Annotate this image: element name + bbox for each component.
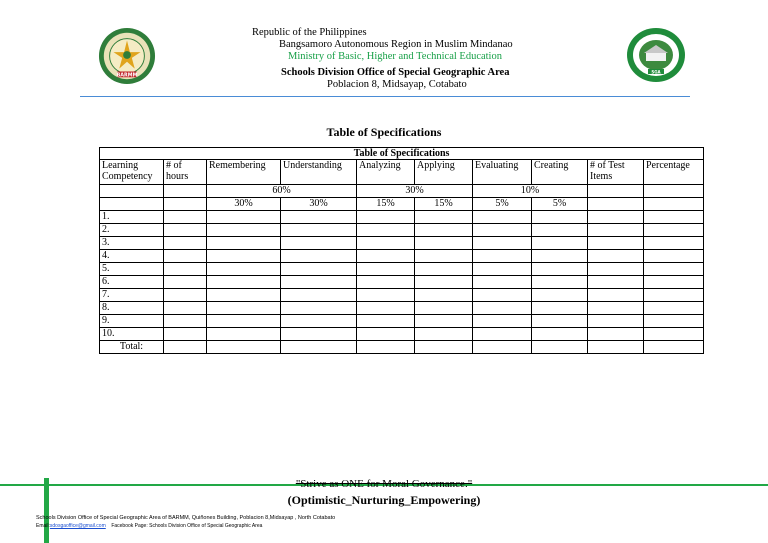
row-number: 8. (100, 302, 164, 315)
table-cell (473, 341, 532, 354)
footer-email-link[interactable]: sdosgaoffice@gmail.com (49, 523, 106, 529)
table-cell (532, 250, 588, 263)
table-cell (164, 250, 207, 263)
column-header: Understanding (281, 160, 357, 185)
column-header: Applying (415, 160, 473, 185)
table-cell (281, 302, 357, 315)
table-row (100, 263, 704, 276)
table-cell (357, 289, 415, 302)
table-row (100, 250, 704, 263)
table-cell (644, 328, 704, 341)
column-header: Analyzing (357, 160, 415, 185)
table-cell (473, 250, 532, 263)
table-cell (473, 289, 532, 302)
table-cell (281, 263, 357, 276)
table-cell (207, 302, 281, 315)
row-number: 1. (100, 211, 164, 224)
footer-tagline: (Optimistic_Nurturing_Empowering) (287, 493, 481, 507)
table-cell (532, 302, 588, 315)
table-cell (164, 211, 207, 224)
sub-percent-cell: 30% (281, 198, 357, 211)
row-number: 3. (100, 237, 164, 250)
table-cell (588, 276, 644, 289)
footer-address: Schools Division Office of Special Geographic Area of BARMM, Quiñones Building, Poblacion 8,Midsayap , North Cotabato (36, 515, 336, 521)
table-row (100, 224, 704, 237)
table-cell (415, 315, 473, 328)
column-header: Remembering (207, 160, 281, 185)
document-title: Table of Specifications (326, 125, 442, 139)
specifications-table (99, 147, 704, 354)
letterhead-region: Bangsamoro Autonomous Region in Muslim Mindanao (279, 39, 513, 50)
sub-percent-cell: 15% (357, 198, 415, 211)
table-cell (357, 341, 415, 354)
table-caption: Table of Specifications (100, 148, 704, 160)
footer-facebook: Facebook Page: Schools Division Office of Special Geographic Area (111, 523, 263, 529)
row-number: 2. (100, 224, 164, 237)
table-cell (473, 237, 532, 250)
sub-percent-row (100, 198, 704, 211)
total-label: Total: (100, 341, 164, 354)
barmm-seal-text: BARMM (116, 73, 138, 79)
table-cell (357, 237, 415, 250)
table-cell (207, 328, 281, 341)
table-cell (357, 211, 415, 224)
table-cell (588, 224, 644, 237)
table-cell (207, 263, 281, 276)
table-cell (588, 289, 644, 302)
table-cell (644, 237, 704, 250)
barmm-seal-logo (98, 27, 156, 85)
table-cell (532, 211, 588, 224)
row-number: 7. (100, 289, 164, 302)
table-cell (644, 276, 704, 289)
table-cell (207, 341, 281, 354)
table-cell (164, 302, 207, 315)
table-cell (164, 224, 207, 237)
table-cell (473, 276, 532, 289)
sub-percent-cell: 30% (207, 198, 281, 211)
column-header: # of hours (164, 160, 207, 185)
column-header: Learning Competency (100, 160, 164, 185)
table-cell (357, 328, 415, 341)
sub-percent-cell: 5% (473, 198, 532, 211)
table-cell (644, 250, 704, 263)
table-cell (164, 341, 207, 354)
table-cell (588, 328, 644, 341)
table-cell (473, 211, 532, 224)
table-cell (357, 302, 415, 315)
table-cell (207, 237, 281, 250)
total-row (100, 341, 704, 354)
table-row (100, 289, 704, 302)
table-cell (532, 341, 588, 354)
table-cell (357, 250, 415, 263)
table-cell (164, 276, 207, 289)
table-cell (473, 224, 532, 237)
table-cell (415, 237, 473, 250)
table-cell (281, 211, 357, 224)
table-row (100, 315, 704, 328)
table-cell (473, 328, 532, 341)
table-cell (164, 328, 207, 341)
table-cell (281, 250, 357, 263)
table-cell (415, 276, 473, 289)
table-cell (281, 289, 357, 302)
table-cell (415, 302, 473, 315)
table-cell (532, 263, 588, 276)
row-number: 4. (100, 250, 164, 263)
table-cell (644, 211, 704, 224)
table-cell (588, 263, 644, 276)
row-number: 6. (100, 276, 164, 289)
footer-contact (36, 523, 262, 529)
table-cell (415, 263, 473, 276)
table-cell (281, 276, 357, 289)
table-cell (281, 341, 357, 354)
sub-percent-cell: 5% (532, 198, 588, 211)
column-header: Percentage (644, 160, 704, 185)
table-cell (415, 289, 473, 302)
table-cell (644, 224, 704, 237)
table-cell (164, 315, 207, 328)
table-row (100, 237, 704, 250)
table-cell (532, 315, 588, 328)
table-cell (357, 315, 415, 328)
row-number: 10. (100, 328, 164, 341)
table-cell (532, 276, 588, 289)
table-cell (473, 315, 532, 328)
table-cell (281, 237, 357, 250)
letterhead-address: Poblacion 8, Midsayap, Cotabato (327, 79, 467, 90)
table-cell (588, 237, 644, 250)
column-header: Creating (532, 160, 588, 185)
row-number: 5. (100, 263, 164, 276)
table-cell (588, 341, 644, 354)
table-cell (281, 315, 357, 328)
table-cell (588, 315, 644, 328)
table-cell (357, 276, 415, 289)
table-cell (281, 224, 357, 237)
table-cell (532, 237, 588, 250)
table-cell (281, 328, 357, 341)
table-cell (532, 289, 588, 302)
table-cell (532, 224, 588, 237)
table-cell (644, 289, 704, 302)
table-cell (644, 341, 704, 354)
table-row (100, 302, 704, 315)
table-cell (532, 328, 588, 341)
letterhead-divider (80, 96, 690, 97)
table-cell (415, 224, 473, 237)
table-cell (588, 250, 644, 263)
table-cell (357, 263, 415, 276)
letterhead-republic: Republic of the Philippines (252, 27, 367, 38)
sub-percent-cell: 15% (415, 198, 473, 211)
table-cell (207, 315, 281, 328)
table-cell (357, 224, 415, 237)
table-cell (473, 302, 532, 315)
table-cell (644, 315, 704, 328)
table-row (100, 276, 704, 289)
column-header: Evaluating (473, 160, 532, 185)
table-cell (207, 250, 281, 263)
table-cell (473, 263, 532, 276)
table-cell (207, 289, 281, 302)
table-cell (207, 224, 281, 237)
table-row (100, 211, 704, 224)
letterhead-ministry: Ministry of Basic, Higher and Technical Education (288, 51, 502, 62)
table-header-row (100, 160, 704, 185)
table-cell (415, 211, 473, 224)
table-cell (415, 328, 473, 341)
footer-motto: "Strive as ONE for Moral Governance." (295, 478, 473, 490)
table-cell (415, 341, 473, 354)
table-cell (207, 211, 281, 224)
footer-email-label: Email: (36, 523, 50, 529)
group-pct-lower: 60% (207, 185, 357, 198)
letterhead-division: Schools Division Office of Special Geographic Area (281, 67, 510, 78)
table-cell (644, 263, 704, 276)
column-header: # of Test Items (588, 160, 644, 185)
group-pct-middle: 30% (357, 185, 473, 198)
table-cell (164, 237, 207, 250)
table-cell (164, 289, 207, 302)
group-percent-row (100, 185, 704, 198)
table-cell (588, 211, 644, 224)
table-row (100, 328, 704, 341)
group-pct-higher: 10% (473, 185, 588, 198)
table-cell (207, 276, 281, 289)
table-cell (164, 263, 207, 276)
row-number: 9. (100, 315, 164, 328)
table-cell (644, 302, 704, 315)
table-cell (588, 302, 644, 315)
table-cell (415, 250, 473, 263)
sdo-seal-text: SGA (651, 69, 661, 75)
